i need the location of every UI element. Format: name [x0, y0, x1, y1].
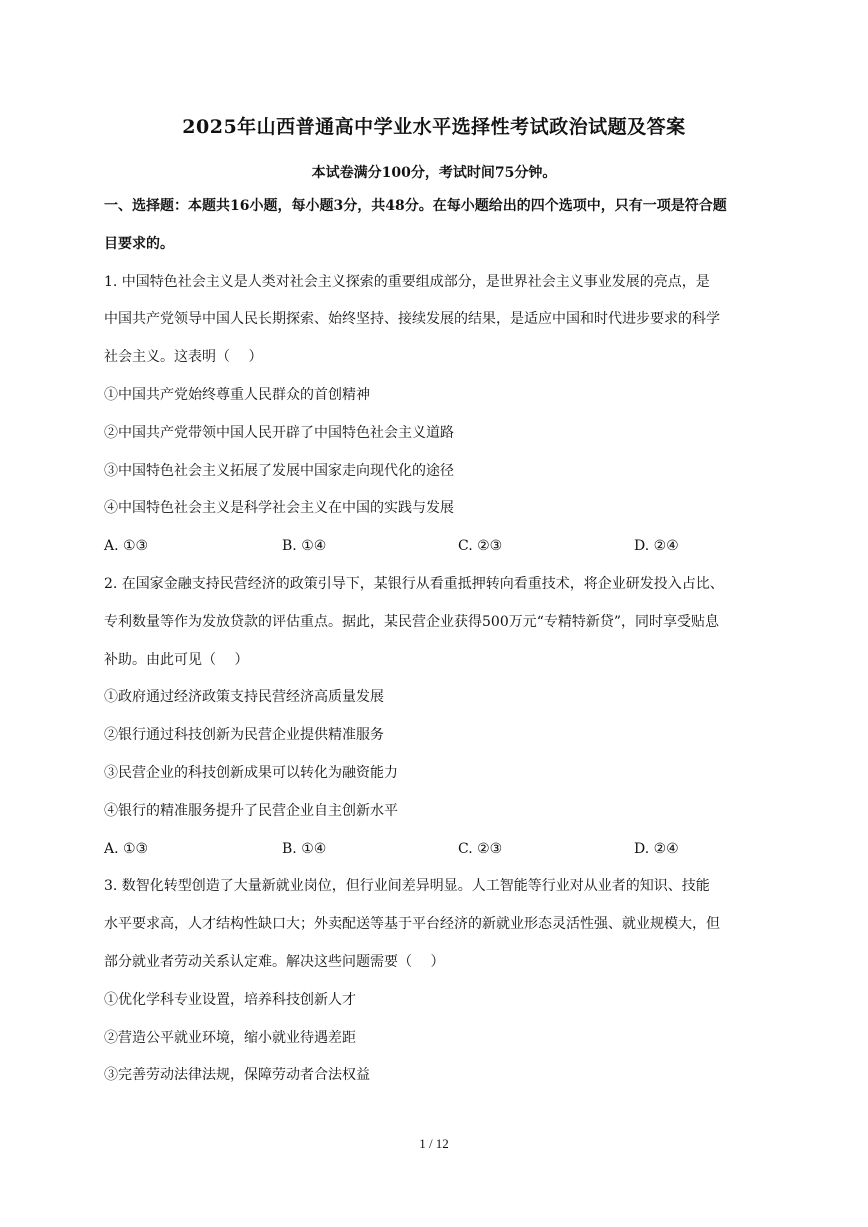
statement-4: ④中国特色社会主义是科学社会主义在中国的实践与发展: [104, 500, 454, 517]
option-c: C. ②③: [458, 840, 503, 857]
question-stem-line: 中国共产党领导中国人民长期探索、始终坚持、接续发展的结果，是适应中国和时代进步要求的科学: [104, 311, 720, 328]
statement-3: ③民营企业的科技创新成果可以转化为融资能力: [104, 764, 398, 781]
question-1: [104, 264, 768, 566]
statement-1: ①中国共产党始终尊重人民群众的首创精神: [104, 386, 370, 403]
answer-options: [104, 528, 768, 566]
statement-2: ②中国共产党带领中国人民开辟了中国特色社会主义道路: [104, 424, 454, 441]
question-3: [104, 868, 768, 1095]
option-d: D. ②④: [634, 538, 679, 555]
answer-options: [104, 831, 768, 869]
option-b: B. ①④: [282, 840, 327, 857]
question-stem-line: 2. 在国家金融支持民营经济的政策引导下，某银行从看重抵押转向看重技术，将企业研发投入占比、: [104, 575, 724, 592]
option-a: A. ①③: [104, 538, 149, 555]
question-stem-line: 部分就业者劳动关系认定难。解决这些问题需要（ ）: [104, 953, 445, 970]
question-stem-line: 专利数量等作为发放贷款的评估重点。据此，某民营企业获得500万元“专精特新贷”，同时享受贴息: [104, 613, 720, 630]
statement-1: ①优化学科专业设置，培养科技创新人才: [104, 991, 356, 1008]
option-d: D. ②④: [634, 840, 679, 857]
document-body: [104, 188, 768, 1095]
section-heading-line: 一、选择题：本题共16小题，每小题3分，共48分。在每小题给出的四个选项中，只有一项是符合题: [104, 198, 727, 214]
statement-2: ②银行通过科技创新为民营企业提供精准服务: [104, 727, 384, 744]
document-title: 2025年山西普通高中学业水平选择性考试政治试题及答案: [182, 116, 686, 138]
section-heading-line: 目要求的。: [104, 235, 174, 252]
statement-1: ①政府通过经济政策支持民营经济高质量发展: [104, 689, 384, 706]
question-2: [104, 566, 768, 868]
question-stem-line: 3. 数智化转型创造了大量新就业岗位，但行业间差异明显。人工智能等行业对从业者的知识、技能: [104, 878, 710, 895]
statement-2: ②营造公平就业环境，缩小就业待遇差距: [104, 1029, 356, 1046]
statement-3: ③中国特色社会主义拓展了发展中国家走向现代化的途径: [104, 462, 454, 479]
page-number: 1 / 12: [419, 1136, 449, 1151]
statement-3: ③完善劳动法律法规，保障劳动者合法权益: [104, 1067, 370, 1084]
question-stem-line: 社会主义。这表明（ ）: [104, 349, 263, 366]
question-stem-line: 1. 中国特色社会主义是人类对社会主义探索的重要组成部分，是世界社会主义事业发展的亮点，是: [104, 273, 710, 290]
question-stem-line: 水平要求高，人才结构性缺口大；外卖配送等基于平台经济的新就业形态灵活性强、就业规模大，但: [104, 916, 720, 933]
exam-info: 本试卷满分100分，考试时间75分钟。: [311, 165, 557, 181]
option-a: A. ①③: [104, 840, 149, 857]
option-c: C. ②③: [458, 538, 503, 555]
statement-4: ④银行的精准服务提升了民营企业自主创新水平: [104, 802, 398, 819]
option-b: B. ①④: [282, 538, 327, 555]
question-stem-line: 补助。由此可见（ ）: [104, 651, 249, 668]
